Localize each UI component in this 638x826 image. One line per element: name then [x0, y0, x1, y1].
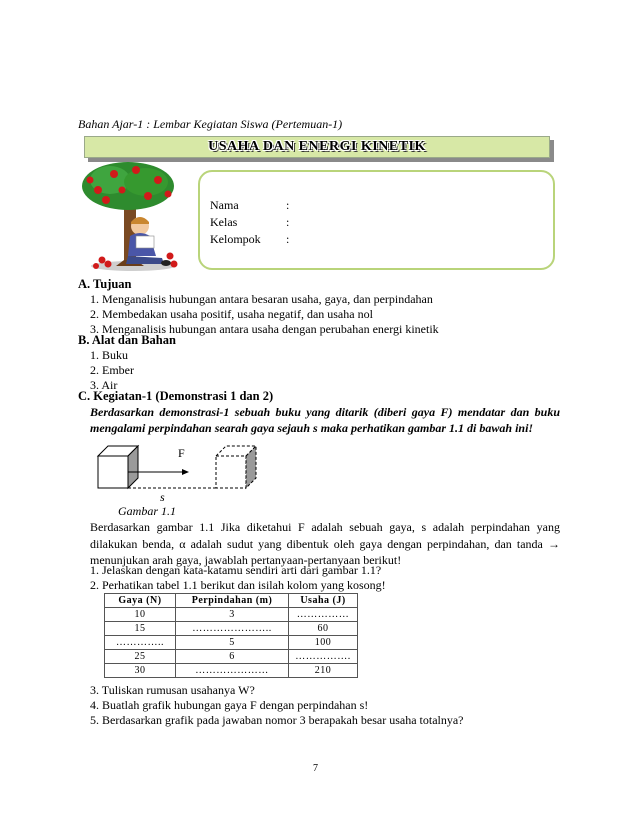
list-item: 2. Membedakan usaha positif, usaha negatif, dan usaha nol [90, 307, 373, 321]
document-subtitle: Bahan Ajar-1 : Lembar Kegiatan Siswa (Pertemuan-1) [78, 117, 343, 131]
displacement-label: s [160, 490, 165, 504]
explanation-paragraph: Berdasarkan gambar 1.1 Jika diketahui F adalah sebuah gaya, s adalah perpindahan yang dilakukan benda, α adalah sudut yang dibentuk oleh gaya dengan perpindahan, dan tanda → menunjukan arah gaya, jawablah pertanyaan-pertanyaan berikut! [90, 520, 560, 567]
table-cell: ………………… [176, 664, 289, 678]
question-5: 5. Berdasarkan grafik pada jawaban nomor 3 berapakah besar usaha totalnya? [90, 713, 464, 727]
table-header-row [105, 594, 358, 608]
table-cell: 10 [105, 608, 176, 622]
identity-label: Kelas [210, 215, 238, 229]
identity-row-class [210, 215, 290, 230]
identity-colon: : [286, 198, 290, 212]
table-cell: 6 [176, 650, 289, 664]
identity-colon: : [286, 232, 290, 246]
table-cell: 210 [289, 664, 358, 678]
figure-box-displacement [96, 444, 258, 492]
question-1: 1. Jelaskan dengan kata-katamu sendiri arti dari gambar 1.1? [90, 563, 382, 577]
data-table [104, 593, 358, 678]
column-header: Perpindahan (m) [176, 594, 289, 608]
table-cell: 100 [289, 636, 358, 650]
table-cell: 25 [105, 650, 176, 664]
column-header: Gaya (N) [105, 594, 176, 608]
list-item: 3. Air [90, 378, 118, 392]
section-b-title: B. Alat dan Bahan [78, 333, 176, 347]
identity-row-name [210, 198, 290, 213]
question-2: 2. Perhatikan tabel 1.1 berikut dan isilah kolom yang kosong! [90, 578, 386, 592]
section-a-title: A. Tujuan [78, 277, 132, 291]
force-label: F [178, 446, 185, 460]
table-cell: 15 [105, 622, 176, 636]
column-header: Usaha (J) [289, 594, 358, 608]
identity-label: Nama [210, 198, 239, 212]
table-cell: ………….. [105, 636, 176, 650]
student-under-tree-illustration [78, 160, 188, 272]
table-cell: 60 [289, 622, 358, 636]
list-item: 3. Menganalisis hubungan antara usaha dengan perubahan energi kinetik [90, 322, 439, 336]
table-cell: ………………….. [176, 622, 289, 636]
list-item: 2. Ember [90, 363, 134, 377]
table-cell: …………… [289, 608, 358, 622]
identity-row-group [210, 232, 290, 247]
list-item: 1. Menganalisis hubungan antara besaran usaha, gaya, dan perpindahan [90, 292, 433, 306]
question-4: 4. Buatlah grafik hubungan gaya F dengan perpindahan s! [90, 698, 369, 712]
page-title: USAHA DAN ENERGI KINETIK [208, 139, 426, 154]
table-row [105, 664, 358, 678]
identity-colon: : [286, 215, 290, 229]
student-identity-box [198, 170, 555, 270]
table-row [105, 608, 358, 622]
table-cell: 5 [176, 636, 289, 650]
table-row [105, 636, 358, 650]
identity-label: Kelompok [210, 232, 261, 246]
table-cell: 3 [176, 608, 289, 622]
table-cell: 30 [105, 664, 176, 678]
list-item: 1. Buku [90, 348, 129, 362]
page-number: 7 [313, 763, 318, 774]
activity-instruction: Berdasarkan demonstrasi-1 sebuah buku yang ditarik (diberi gaya F) mendatar dan buku mengalami perpindahan searah gaya sejauh s maka perhatikan gambar 1.1 di bawah ini! [90, 405, 560, 435]
title-banner [84, 136, 550, 158]
question-3: 3. Tuliskan rumusan usahanya W? [90, 683, 255, 697]
figure-caption: Gambar 1.1 [118, 504, 177, 518]
table-row [105, 622, 358, 636]
table-row [105, 650, 358, 664]
section-c-title: C. Kegiatan-1 (Demonstrasi 1 dan 2) [78, 389, 274, 403]
table-cell: ……………. [289, 650, 358, 664]
